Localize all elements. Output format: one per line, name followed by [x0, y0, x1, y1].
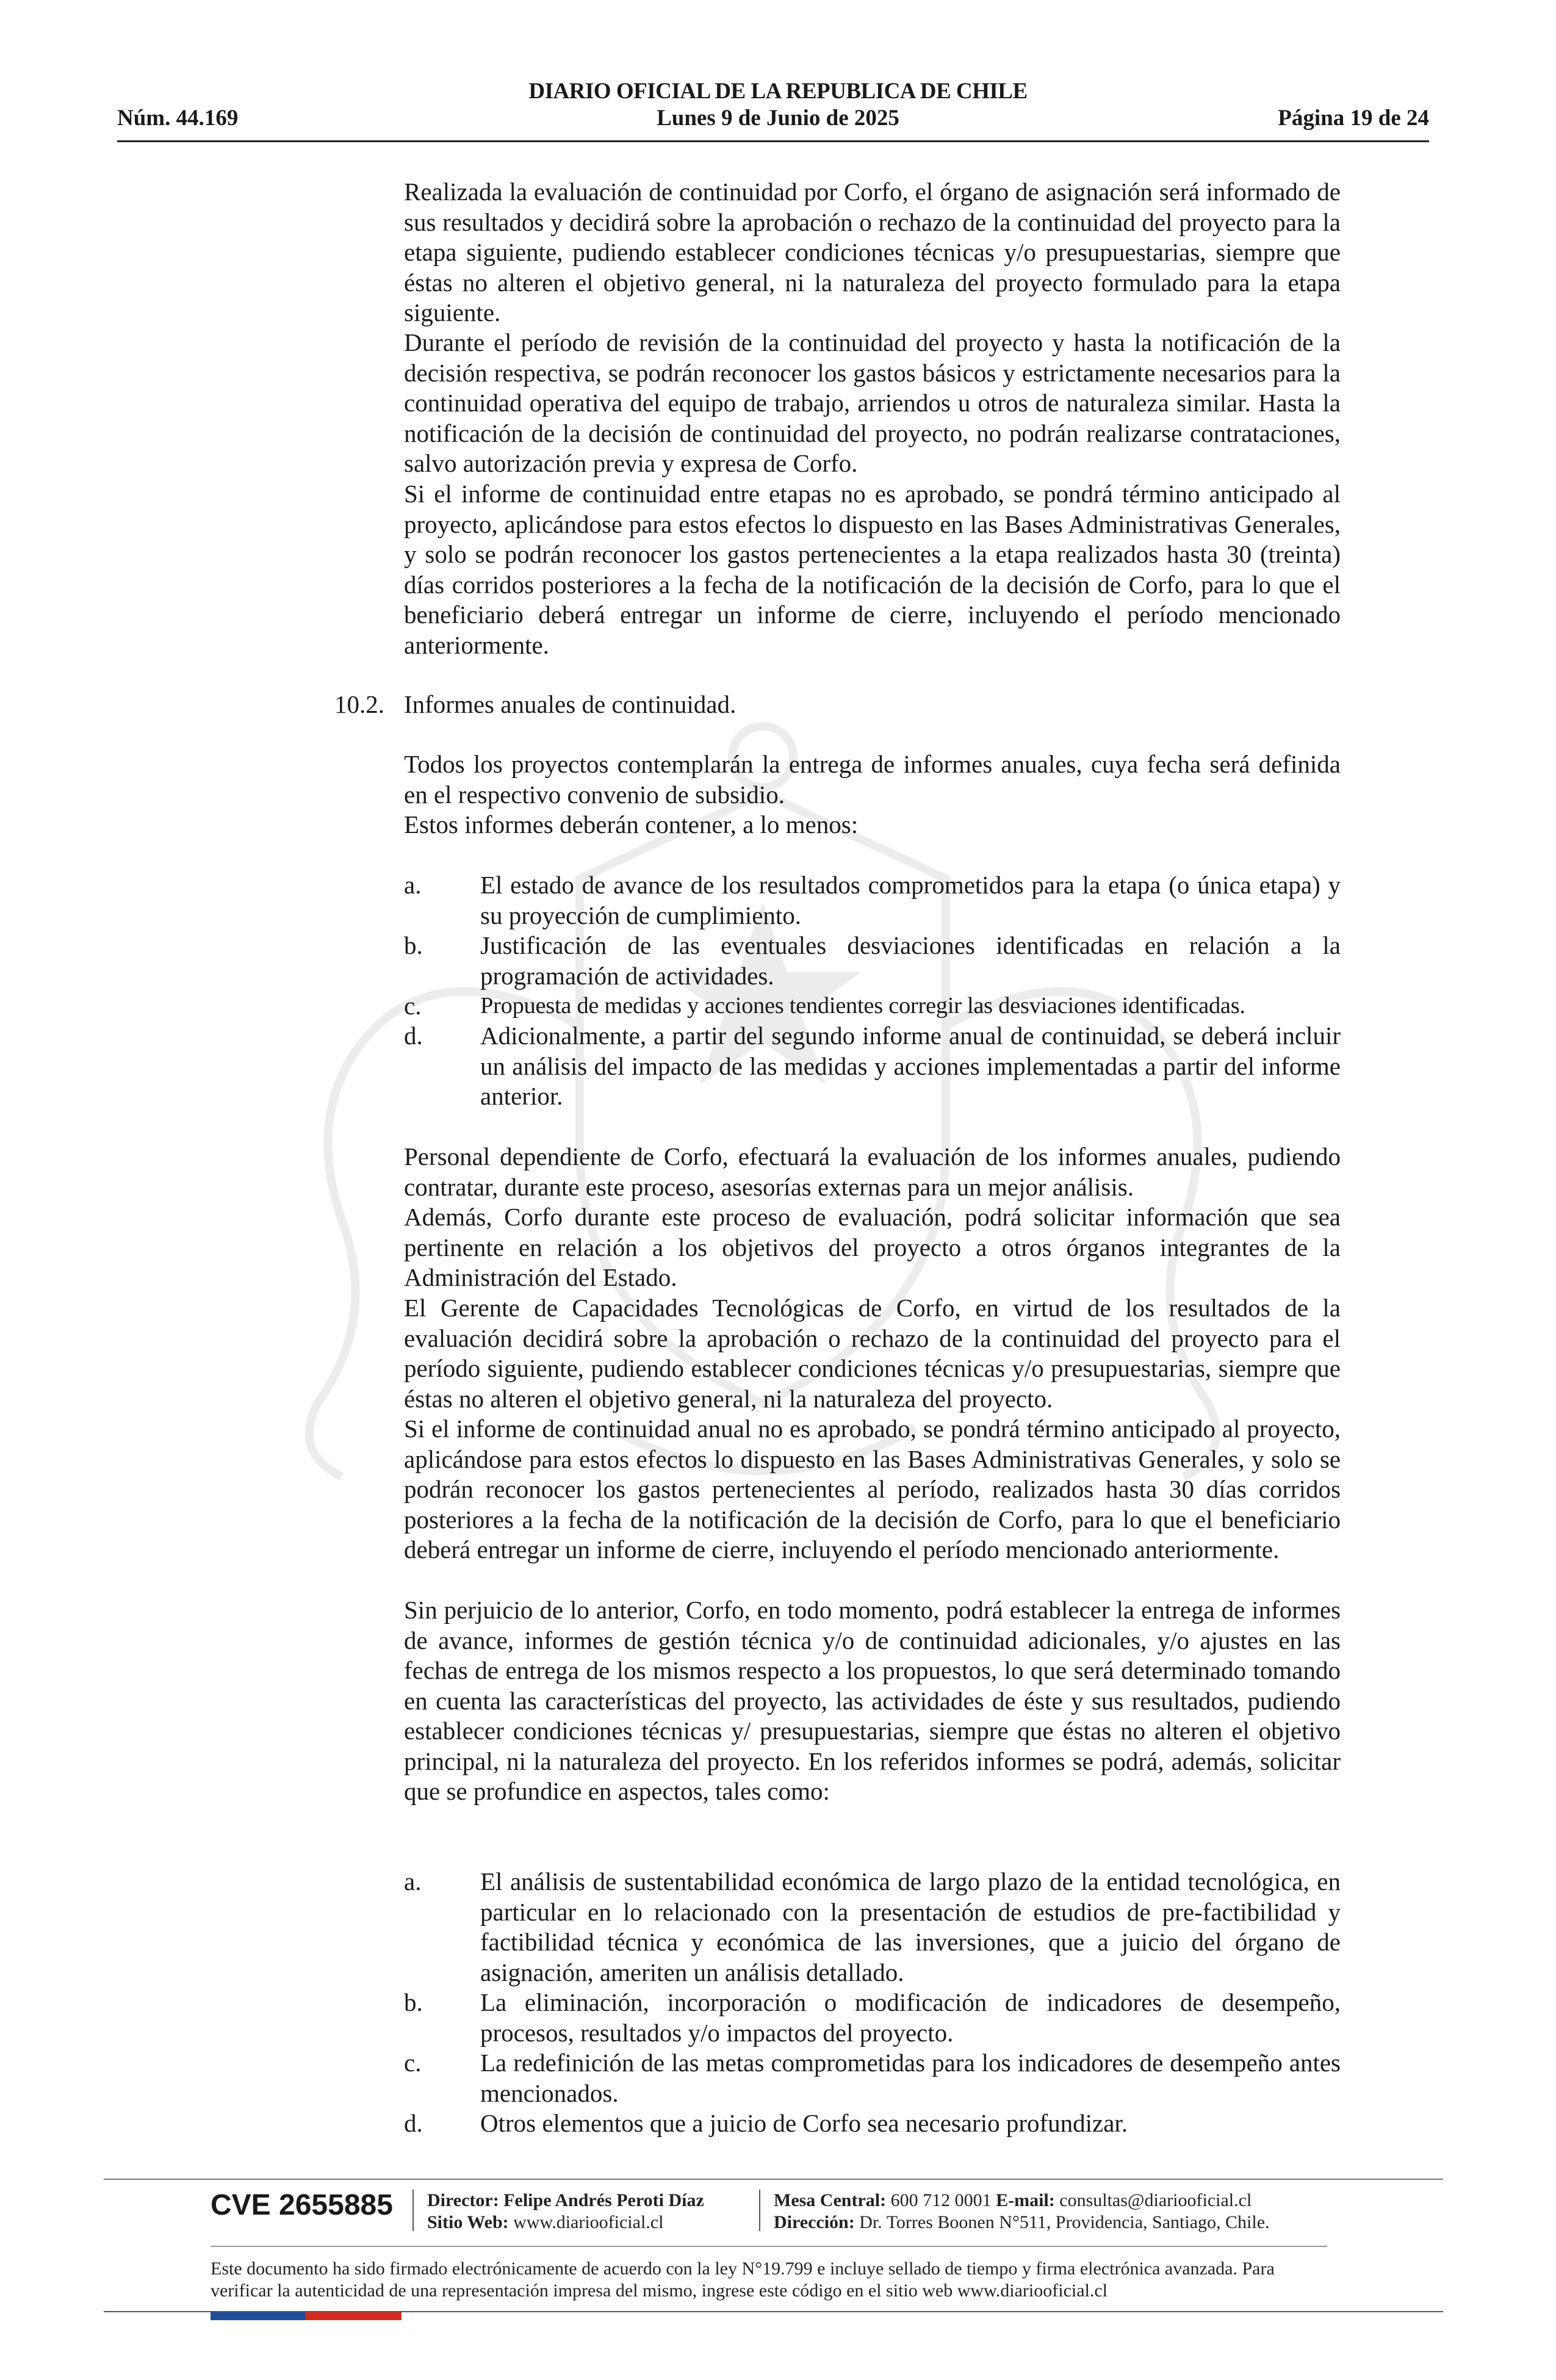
- footer-divider-top: [104, 2179, 1443, 2180]
- newspaper-title: DIARIO OFICIAL DE LA REPUBLICA DE CHILE: [528, 79, 1028, 104]
- paragraph-1: Realizada la evaluación de continuidad por Corfo, el órgano de asignación será informado de sus resultados y decidirá sobre la aprobación o rechazo de la continuidad del proyecto para la etapa siguiente, pudiendo establecer condiciones técnicas y/o presupuestarias, siempre que éstas no alteren el objetivo general, ni la naturaleza del proyecto formulado para la etapa siguiente.: [404, 178, 1341, 326]
- list1-item-d: Adicionalmente, a partir del segundo informe anual de continuidad, se deberá incluir un análisis del impacto de las medidas y acciones implementadas a partir del informe anterior.: [480, 1022, 1341, 1110]
- address-label: Dirección:: [774, 2212, 855, 2232]
- list2-marker-c: c.: [404, 2049, 422, 2077]
- section-heading: Informes anuales de continuidad.: [404, 690, 737, 718]
- website-label: Sitio Web:: [427, 2212, 509, 2232]
- issue-date: Lunes 9 de Junio de 2025: [657, 106, 899, 131]
- footer-divider-middle: [211, 2246, 1327, 2247]
- director-name: Felipe Andrés Peroti Díaz: [503, 2190, 704, 2210]
- paragraph-5: Estos informes deberán contener, a lo menos:: [404, 810, 859, 838]
- paragraph-3: Si el informe de continuidad entre etapas no es aprobado, se pondrá término anticipado al proyecto, aplicándose para estos efectos lo dispuesto en las Bases Administrativas Generales, y solo se podrán reconocer los gastos pertenecientes a la etapa realizados hasta 30 (treinta) días corridos posteriores a la fecha de la notificación de la decisión de Corfo, para lo que el beneficiario deberá entregar un informe de cierre, incluyendo el período mencionado anteriormente.: [404, 480, 1341, 659]
- list1-marker-d: d.: [404, 1022, 423, 1050]
- section-number: 10.2.: [334, 690, 384, 718]
- director-line: [427, 2190, 704, 2212]
- list1-item-b: Justificación de las eventuales desviaciones identificadas en relación a la programación de actividades.: [480, 931, 1341, 990]
- electronic-signature-note: Este documento ha sido firmado electrónicamente de acuerdo con la ley N°19.799 e incluye sellado de tiempo y firma electrónica avanzada. Para verificar la autenticidad de una representación impresa del mismo, ingrese este código en el sitio web www.diariooficial.cl: [211, 2259, 1275, 2301]
- website-link[interactable]: www.diariooficial.cl: [513, 2212, 664, 2232]
- flag-stripe-blue: [211, 2312, 305, 2320]
- footer-separator: [759, 2190, 760, 2231]
- page-number: Página 19 de 24: [1278, 106, 1429, 131]
- email-link[interactable]: consultas@diariooficial.cl: [1059, 2190, 1252, 2210]
- list1-marker-a: a.: [404, 871, 422, 899]
- paragraph-10: Sin perjuicio de lo anterior, Corfo, en todo momento, podrá establecer la entrega de informes de avance, informes de gestión técnica y/o de continuidad adicionales, y/o ajustes en las fechas de entrega de los mismos respecto a los propuestos, lo que será determinado tomando en cuenta las características del proyecto, las actividades de éste y sus resultados, pudiendo establecer condiciones técnicas y/ presupuestarias, siempre que éstas no alteren el objetivo principal, ni la naturaleza del proyecto. En los referidos informes se podrá, además, solicitar que se profundice en aspectos, tales como:: [404, 1596, 1341, 1805]
- phone-label: Mesa Central:: [774, 2190, 887, 2210]
- contact-line: [774, 2190, 1252, 2212]
- list1-marker-c: c.: [404, 992, 422, 1020]
- paragraph-7: Además, Corfo durante este proceso de evaluación, podrá solicitar información que sea pertinente en relación a los objetivos del proyecto a otros órganos integrantes de la Administración del Estado.: [404, 1203, 1341, 1291]
- list1-marker-b: b.: [404, 931, 423, 959]
- phone-number: 600 712 0001: [890, 2190, 992, 2210]
- paragraph-6: Personal dependiente de Corfo, efectuará la evaluación de los informes anuales, pudiendo contratar, durante este proceso, asesorías externas para un mejor análisis.: [404, 1142, 1341, 1201]
- paragraph-9: Si el informe de continuidad anual no es aprobado, se pondrá término anticipado al proyecto, aplicándose para estos efectos lo dispuesto en las Bases Administrativas Generales, y solo se podrán reconocer los gastos pertenecientes al período, realizados hasta 30 días corridos posteriores a la fecha de la notificación de la decisión de Corfo, para lo que el beneficiario deberá entregar un informe de cierre, incluyendo el período mencionado anteriormente.: [404, 1415, 1341, 1563]
- list2-marker-a: a.: [404, 1867, 422, 1895]
- paragraph-8: El Gerente de Capacidades Tecnológicas de Corfo, en virtud de los resultados de la evaluación decidirá sobre la aprobación o rechazo de la continuidad del proyecto para el período siguiente, pudiendo establecer condiciones técnicas y/o presupuestarias, siempre que éstas no alteren el objetivo general, ni la naturaleza del proyecto.: [404, 1294, 1341, 1413]
- paragraph-4: Todos los proyectos contemplarán la entrega de informes anuales, cuya fecha será definida en el respectivo convenio de subsidio.: [404, 750, 1341, 809]
- list2-item-c: La redefinición de las metas comprometidas para los indicadores de desempeño antes mencionados.: [480, 2049, 1341, 2107]
- footer-separator: [412, 2190, 414, 2231]
- flag-stripe-red: [305, 2312, 402, 2320]
- list2-item-a: El análisis de sustentabilidad económica de largo plazo de la entidad tecnológica, en particular en lo relacionado con la presentación de estudios de pre-factibilidad y factibilidad técnica y económica de las inversiones, que a juicio del órgano de asignación, ameriten un análisis detallado.: [480, 1867, 1341, 1986]
- email-label: E-mail:: [996, 2190, 1055, 2210]
- address-line: [774, 2212, 1270, 2234]
- header-divider: [117, 140, 1429, 142]
- list2-marker-d: d.: [404, 2109, 423, 2137]
- director-label: Director:: [427, 2190, 499, 2210]
- list2-item-d: Otros elementos que a juicio de Corfo sea necesario profundizar.: [480, 2109, 1128, 2137]
- list1-item-a: El estado de avance de los resultados comprometidos para la etapa (o única etapa) y su proyección de cumplimiento.: [480, 871, 1341, 929]
- list2-item-b: La eliminación, incorporación o modificación de indicadores de desempeño, procesos, resultados y/o impactos del proyecto.: [480, 1988, 1341, 2047]
- website-line: [427, 2212, 663, 2234]
- list1-item-c: Propuesta de medidas y acciones tendientes corregir las desviaciones identificadas.: [480, 993, 1245, 1019]
- address-value: Dr. Torres Boonen N°511, Providencia, Santiago, Chile.: [859, 2212, 1270, 2232]
- issue-number: Núm. 44.169: [117, 106, 239, 131]
- paragraph-2: Durante el período de revisión de la continuidad del proyecto y hasta la notificación de la decisión respectiva, se podrán reconocer los gastos básicos y estrictamente necesarios para la continuidad operativa del equipo de trabajo, arriendos u otros de naturaleza similar. Hasta la notificación de la decisión de continuidad del proyecto, no podrán realizarse contrataciones, salvo autorización previa y expresa de Corfo.: [404, 328, 1341, 477]
- cve-code: CVE 2655885: [211, 2189, 393, 2221]
- list2-marker-b: b.: [404, 1988, 423, 2016]
